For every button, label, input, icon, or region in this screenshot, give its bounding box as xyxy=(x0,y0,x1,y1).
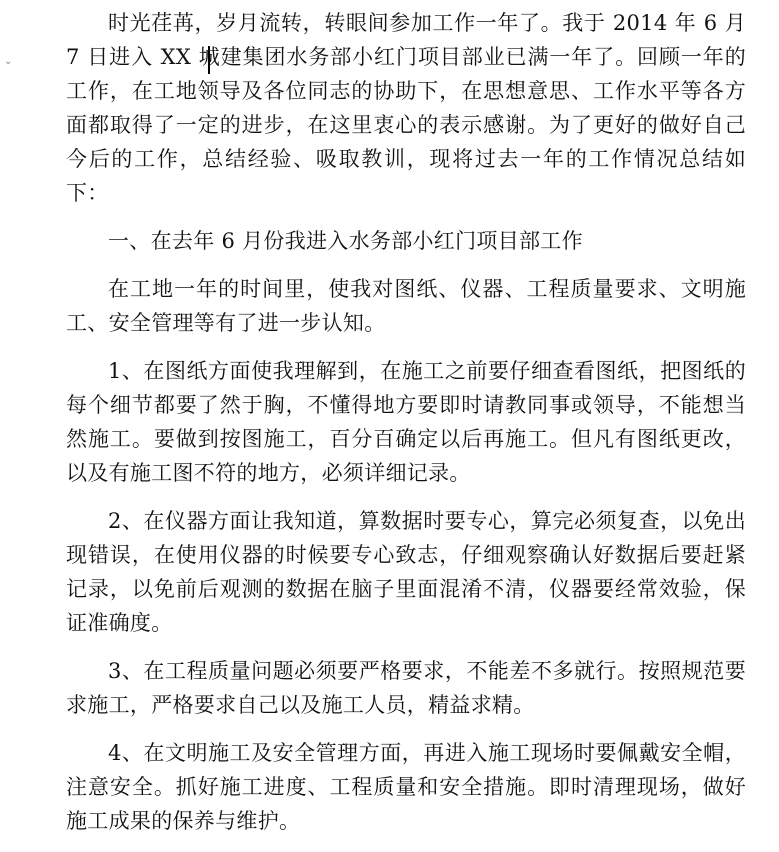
document-page[interactable] xyxy=(66,6,746,852)
quality-paragraph: 3、在工程质量问题必须要严格要求，不能差不多就行。按照规范要求施工，严格要求自己以及施工人员，精益求精。 xyxy=(66,659,746,717)
safety-paragraph: 4、在文明施工及安全管理方面，再进入施工现场时要佩戴安全帽，注意安全。抓好施工进度、工程质量和安全措施。即时清理现场，做好施工成果的保养与维护。 xyxy=(66,741,746,833)
margin-marker-icon: ⌄ xyxy=(4,56,13,67)
instruments-paragraph: 2、在仪器方面让我知道，算数据时要专心，算完必须复查，以免出现错误，在使用仪器的时候要专心致志，仔细观察确认好数据后要赶紧记录，以免前后观测的数据在脑子里面混淆不清，仪器要经常效验，保证准确度。 xyxy=(66,509,746,635)
overview-paragraph: 在工地一年的时间里，使我对图纸、仪器、工程质量要求、文明施工、安全管理等有了进一步认知。 xyxy=(66,277,746,335)
section-heading: 一、在去年 6 月份我进入水务部小红门项目部工作 xyxy=(108,229,583,253)
intro-paragraph: 时光荏苒，岁月流转，转眼间参加工作一年了。我于 2014 年 6 月 7 日进入 XX 城建集团水务部小红门项目部业已满一年了。回顾一年的工作，在工地领导及各位同志的协助下，在思想意思、工作水平等各方面都取得了一定的进步，在这里衷心的表示感谢。为了更好的做好自己今后的工作，总结经验、吸取教训，现将过去一年的工作情况总结如下： xyxy=(66,11,746,205)
drawings-paragraph: 1、在图纸方面使我理解到，在施工之前要仔细查看图纸，把图纸的每个细节都要了然于胸，不懂得地方要即时请教同事或领导，不能想当然施工。要做到按图施工，百分百确定以后再施工。但凡有图纸更改，以及有施工图不符的地方，必须详细记录。 xyxy=(66,359,746,485)
